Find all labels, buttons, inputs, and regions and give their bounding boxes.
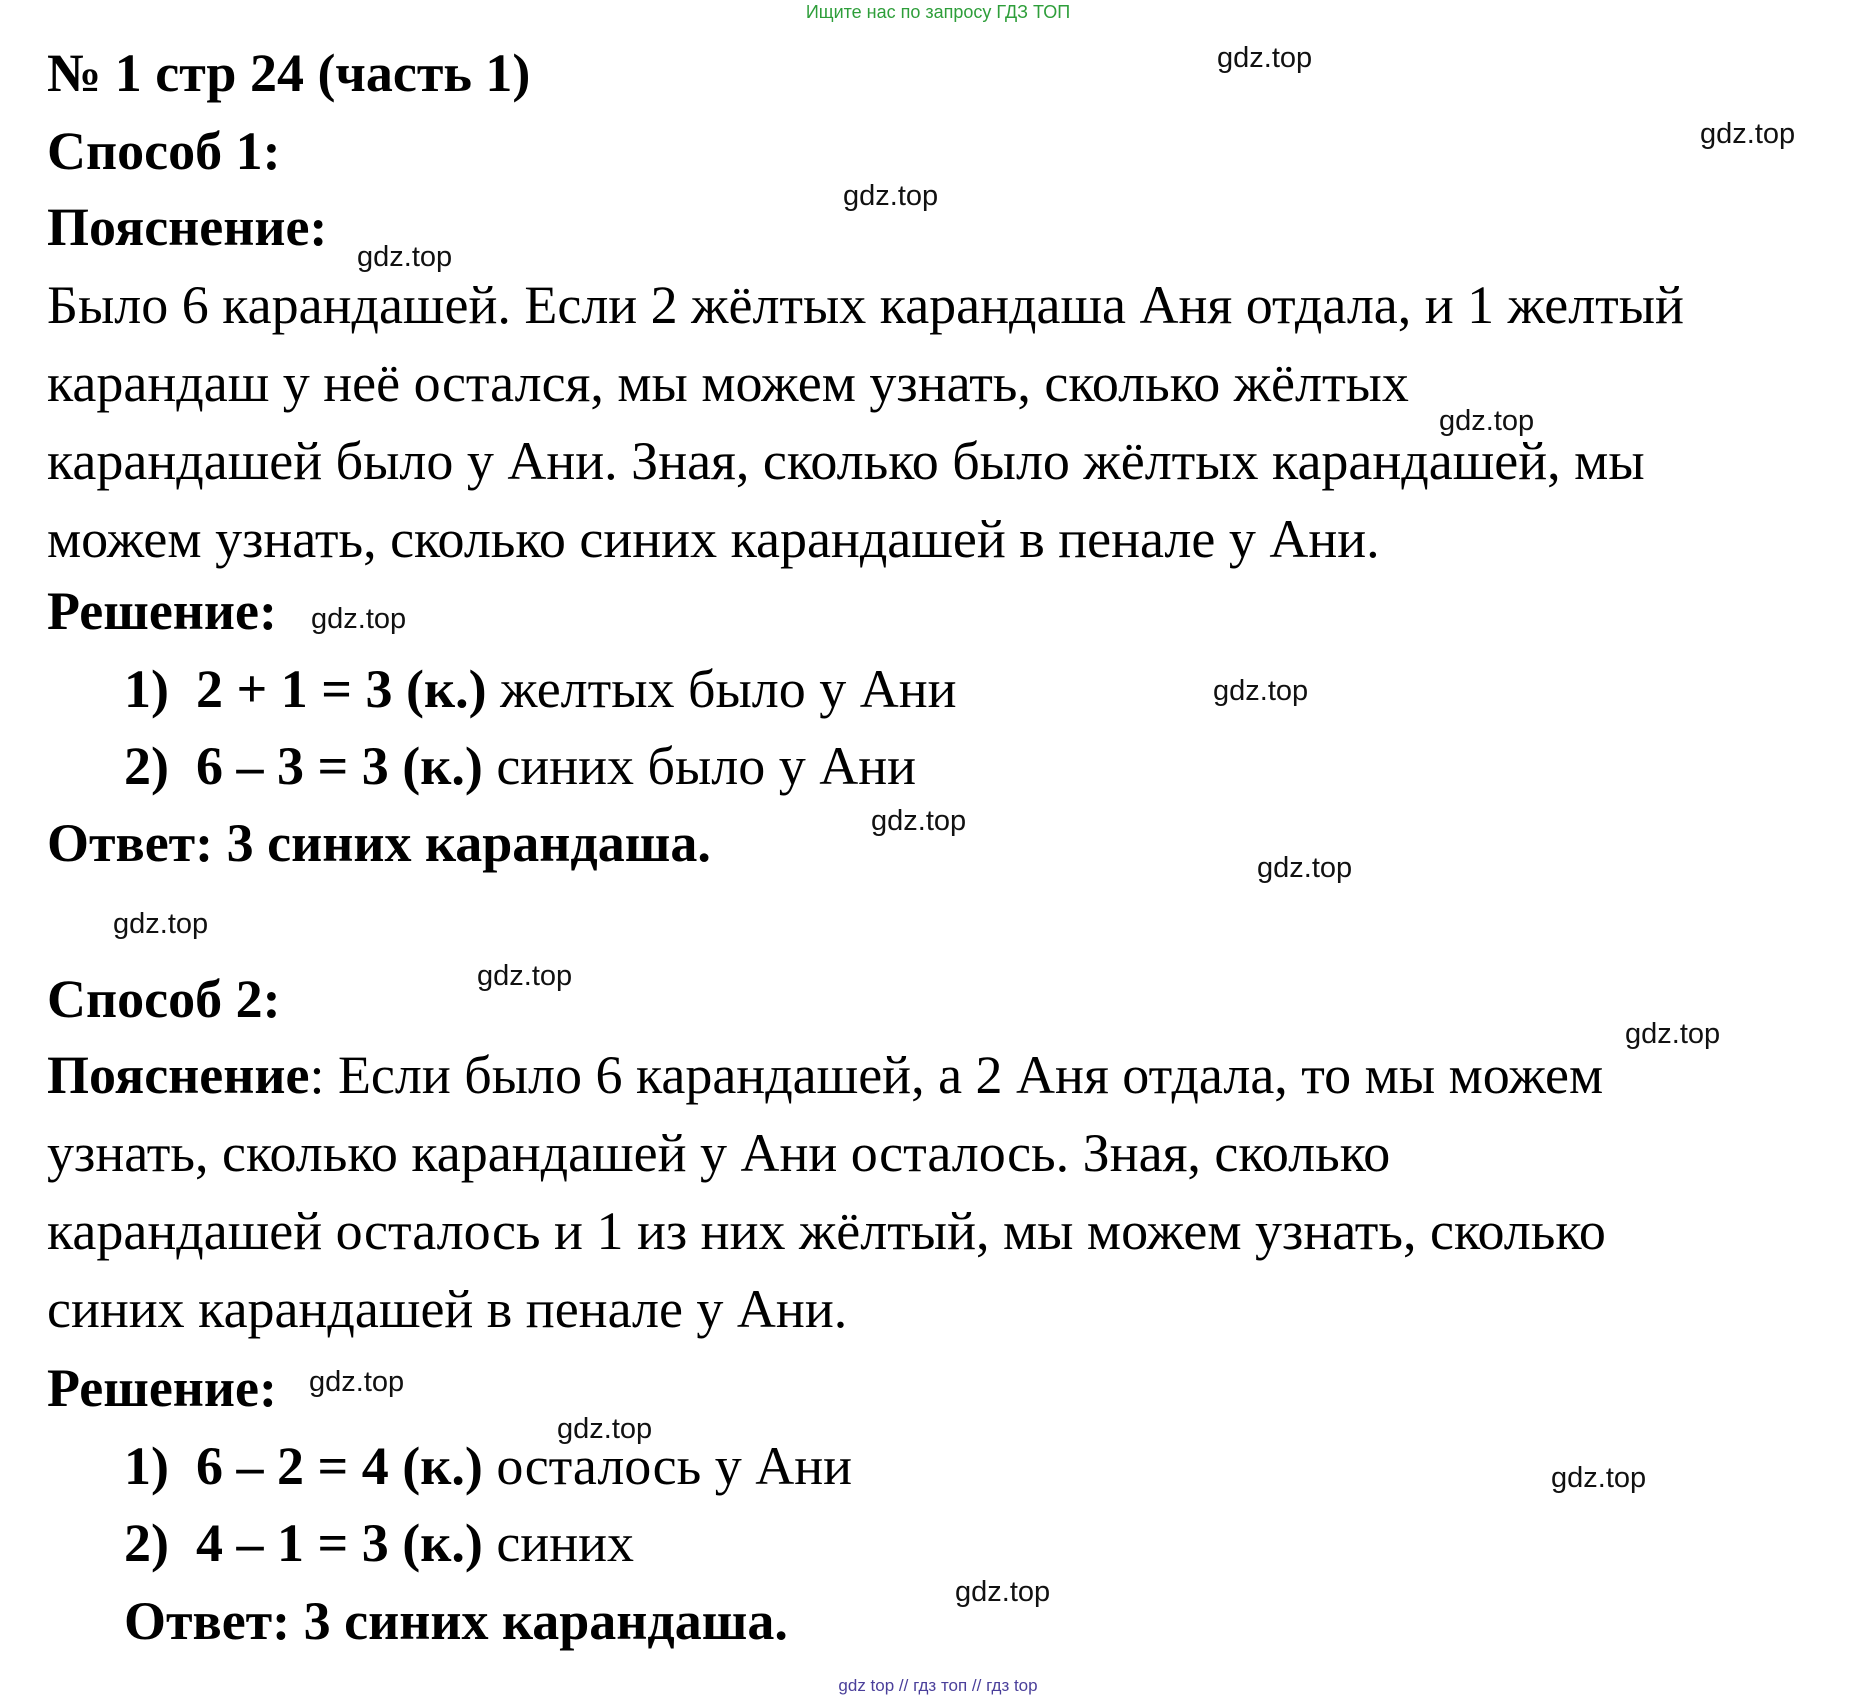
method2-step-1 xyxy=(124,1435,852,1497)
explanation-line: Было 6 карандашей. Если 2 жёлтых карандаша Аня отдала, и 1 желтый xyxy=(47,275,1684,335)
method1-step-2 xyxy=(124,735,916,797)
watermark: gdz.top xyxy=(477,960,573,992)
page-title: № 1 стр 24 (часть 1) xyxy=(47,43,531,103)
watermark: gdz.top xyxy=(1551,1462,1647,1494)
step-expression: 6 – 3 = 3 (к.) xyxy=(195,736,483,796)
bottom-banner: gdz top // гдз топ // гдз top xyxy=(838,1676,1038,1695)
watermark: gdz.top xyxy=(311,603,407,635)
watermark: gdz.top xyxy=(309,1366,405,1398)
step-number: 1) xyxy=(124,1436,169,1496)
step-number: 2) xyxy=(124,1513,169,1573)
explanation-line-rest: : Если было 6 карандашей, а 2 Аня отдала, то мы можем xyxy=(309,1045,1604,1105)
watermark: gdz.top xyxy=(1700,118,1796,150)
top-banner: Ищите нас по запросу ГДЗ ТОП xyxy=(805,2,1071,22)
watermark: gdz.top xyxy=(1257,852,1353,884)
watermark: gdz.top xyxy=(1213,675,1309,707)
step-text: синих xyxy=(482,1513,635,1573)
step-text: осталось у Ани xyxy=(482,1436,853,1496)
method1-solution-label: Решение: xyxy=(47,581,277,641)
explanation-line: карандаш у неё остался, мы можем узнать, сколько жёлтых xyxy=(47,353,1409,413)
explanation-line: карандашей осталось и 1 из них жёлтый, мы можем узнать, сколько xyxy=(47,1201,1606,1261)
step-number: 2) xyxy=(124,736,169,796)
watermark: gdz.top xyxy=(843,180,939,212)
step-expression: 2 + 1 = 3 (к.) xyxy=(195,659,487,719)
watermark: gdz.top xyxy=(357,241,453,273)
explanation-line: синих карандашей в пенале у Ани. xyxy=(47,1279,848,1339)
method2-heading: Способ 2: xyxy=(47,969,281,1029)
method1-explanation-label: Пояснение: xyxy=(47,197,328,257)
method2-answer: Ответ: 3 синих карандаша. xyxy=(124,1591,788,1651)
step-expression: 6 – 2 = 4 (к.) xyxy=(195,1436,483,1496)
explanation-line: узнать, сколько карандашей у Ани осталось. Зная, сколько xyxy=(47,1123,1391,1183)
method2-explanation xyxy=(47,1036,1606,1348)
step-text: синих было у Ани xyxy=(482,736,917,796)
step-text: желтых было у Ани xyxy=(486,659,957,719)
watermark: gdz.top xyxy=(1625,1018,1721,1050)
watermark: gdz.top xyxy=(871,805,967,837)
method1-step-1 xyxy=(124,658,957,720)
explanation-line: можем узнать, сколько синих карандашей в пенале у Ани. xyxy=(47,509,1380,569)
watermark: gdz.top xyxy=(557,1413,653,1445)
method2-explanation-label: Пояснение xyxy=(47,1045,310,1105)
method2-step-2 xyxy=(124,1512,634,1574)
watermark: gdz.top xyxy=(113,908,209,940)
method1-heading: Способ 1: xyxy=(47,121,281,181)
explanation-line: карандашей было у Ани. Зная, сколько было жёлтых карандашей, мы xyxy=(47,431,1645,491)
watermark: gdz.top xyxy=(1217,42,1313,74)
watermark: gdz.top xyxy=(1439,405,1535,437)
method1-answer: Ответ: 3 синих карандаша. xyxy=(47,813,711,873)
step-expression: 4 – 1 = 3 (к.) xyxy=(195,1513,483,1573)
watermark: gdz.top xyxy=(955,1576,1051,1608)
explanation-line xyxy=(47,1036,1606,1114)
method2-solution-label: Решение: xyxy=(47,1358,277,1418)
step-number: 1) xyxy=(124,659,169,719)
